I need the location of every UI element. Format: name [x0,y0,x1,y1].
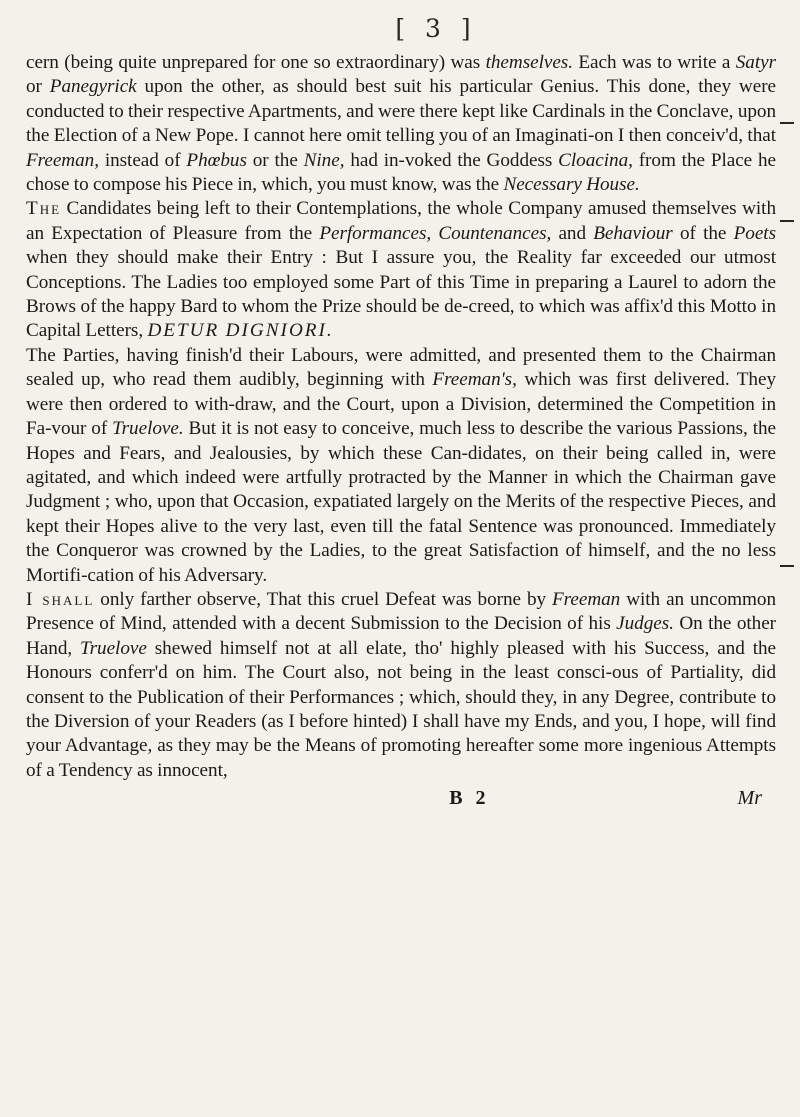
italic-text: Judges. [616,613,674,635]
text-run: cern (being quite unprepared for one so extraordinary) was [26,52,486,73]
text-run: instead of [98,149,187,171]
text-run: Candidates being left to their Contemplations, the whole Company amused themselves with an Expectation of Pleasure from the [26,198,776,244]
margin-dash [780,220,794,222]
text-run: Each was to write a [572,52,736,73]
small-caps-text: The [26,198,62,220]
paragraph [26,588,776,783]
text-run: when they should make their Entry : But I assure you, the Reality far exceeded our utmost Conceptions. The Ladies too employed some Part of this Time in preparing a Laurel to adorn the Brows of the happy Bard to whom the Prize should be de-creed, to which was affix'd this Motto in Capital Letters, [26,247,776,342]
page-footer [26,787,776,810]
paragraph [26,344,776,588]
text-run: only farther observe, That this cruel Defeat was borne by [94,588,553,610]
italic-text: Panegyrick [49,76,137,98]
italic-text: Countenances, [438,222,552,244]
italic-text: Necessary House. [503,174,640,196]
text-run: and [551,222,594,244]
italic-text: Freeman, [26,149,99,171]
margin-dash [780,122,794,124]
text-run: from the Place he chose to compose his Piece in, which, you must know, was the [26,149,777,196]
paragraph [26,197,776,343]
text-run: On the other Hand, [26,613,776,659]
italic-text: Truelove. [112,418,184,440]
italic-text: Poets [733,222,776,244]
italic-text: Freeman [552,588,621,610]
body-text [26,51,776,783]
italic-text: Nine, [303,149,345,171]
margin-dash [780,565,794,567]
text-run: or [26,76,50,98]
text-run: upon the other, as should best suit his particular Genius. This done, they were conducted to their respective Apartments, and were there kept like Cardinals in the Conclave, upon the Election of a New Pope. I cannot here omit telling you of an Imaginati-on I then conceiv'd, that [26,76,777,147]
text-run: But it is not easy to conceive, much less to describe the various Passions, the Hopes and Fears, and Jealousies, by which these Can-didates, on their being called in, were agitated, and which indeed were artfully protracted by the Manner in which the Chairman gave Judgment ; who, upon that Occasion, expatiated largely on the Merits of the respective Pieces, and kept their Hopes alive to the very last, even till the fatal Sentence was pronounced. Immediately the Conqueror was crowned by the Ladies, to the great Satisfaction of himself, and the no less Mortifi-cation of his Adversary. [26,418,776,586]
italic-text: Truelove [80,637,147,659]
page-number: [ 3 ] [395,14,477,43]
paragraph [26,51,776,197]
signature-mark: B 2 [449,787,490,810]
text-run: shewed himself not at all elate, tho' highly pleased with his Success, and the Honours conferr'd on him. The Court also, not being in the least consci-ous of Partiality, did consent to the Publication of their Performances ; which, should they, in any Degree, contribute to the Diversion of your Readers (as I before hinted) I shall have my Ends, and you, I hope, will find your Advantage, as they may be the Means of promoting hereafter some more ingenious Attempts of a Tendency as innocent, [26,637,776,781]
italic-text: Performances, [319,222,432,244]
text-run: had in-voked the Goddess [344,149,559,171]
italic-text: themselves. [485,52,573,73]
text-run: of the [672,222,734,244]
italic-text: Cloacina, [558,149,633,171]
text-run: which was first delivered. They were then ordered to with-draw, and the Court, upon a Division, determined the Competition in Fa-vour of [26,369,776,440]
italic-text: Satyr [735,52,776,73]
catchword: Mr [737,787,762,810]
text-run: or the [246,149,304,171]
text-run: with an uncommon Presence of Mind, attended with a decent Submission to the Decision of his [26,588,776,635]
text-run: The Parties, having finish'd their Labours, were admitted, and presented them to the Chairman sealed up, who read them audibly, beginning with [26,344,776,391]
small-caps-text: I shall [26,588,95,610]
italic-text: Behaviour [593,222,673,244]
italic-text: Phœbus [186,149,247,171]
italic-text: Freeman's, [432,369,517,391]
motto-text: DETUR DIGNIORI. [147,320,334,342]
